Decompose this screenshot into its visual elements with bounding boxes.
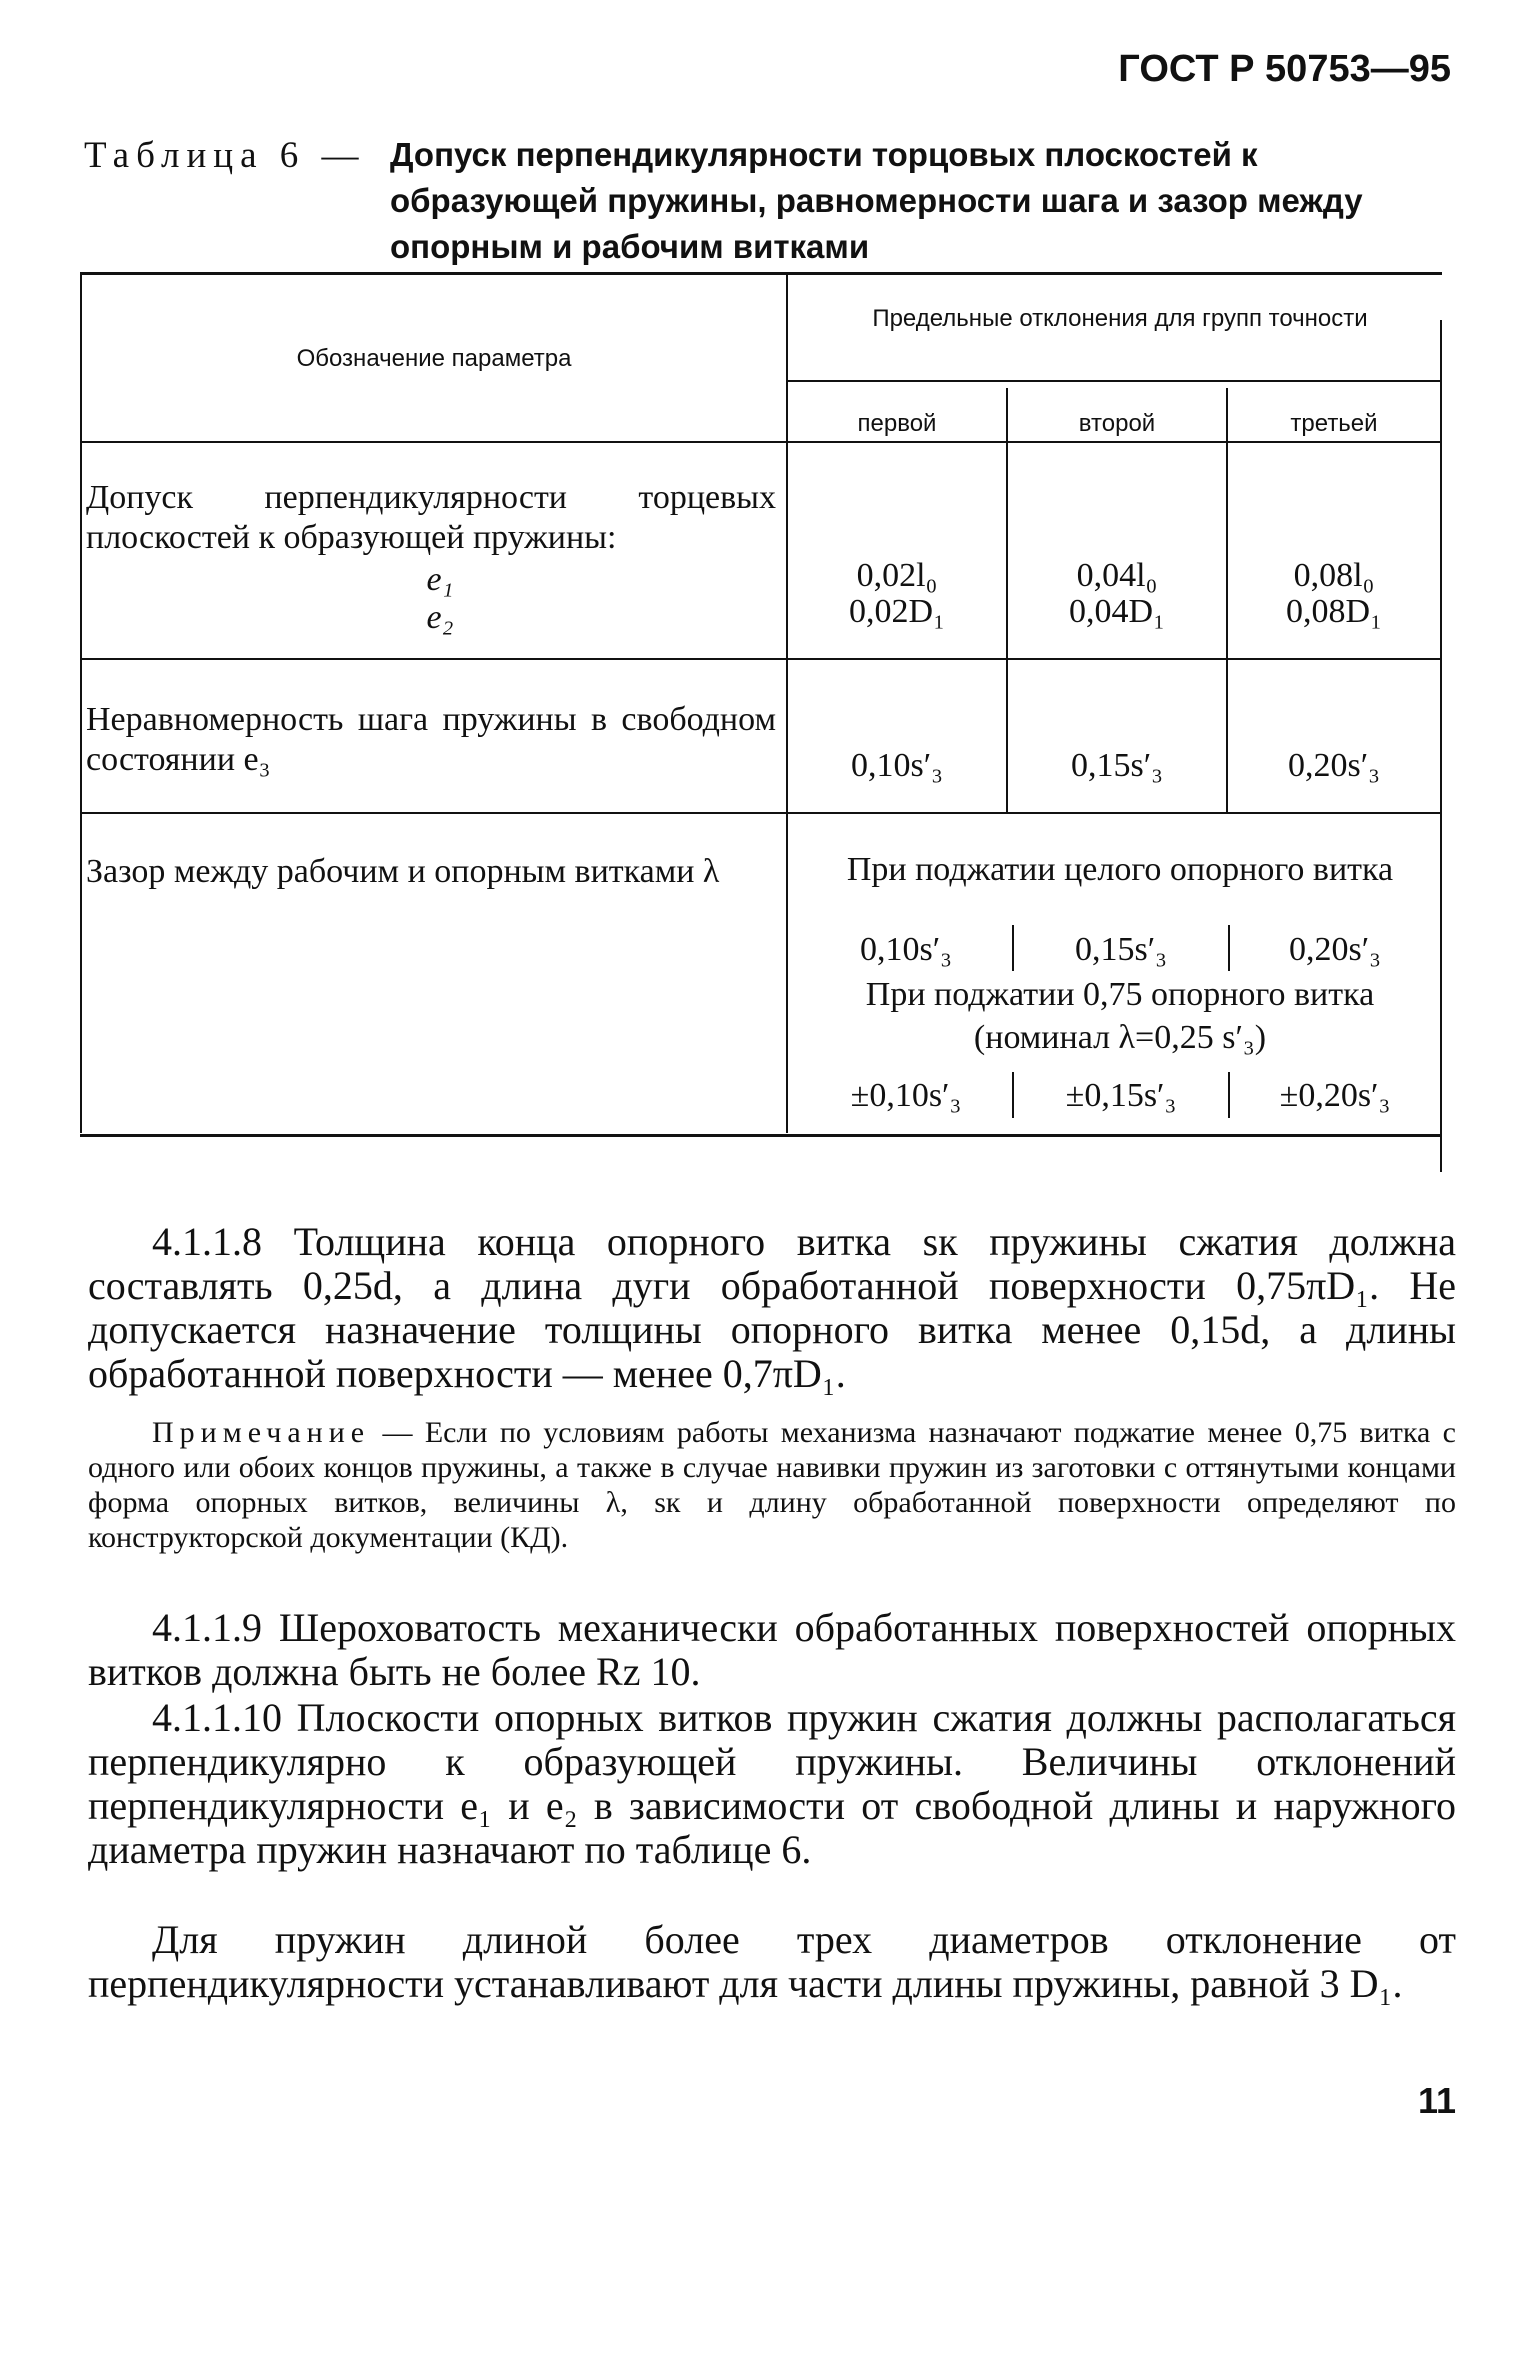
table-top-rule — [80, 272, 1442, 275]
header-bottom-rule — [80, 441, 1442, 443]
row1-second-d: 0,04D₁ — [1069, 593, 1165, 630]
row3-first-tolerance: ±0,10s′₃ — [850, 1077, 962, 1114]
group-header-second: второй — [1078, 410, 1156, 437]
document-code: ГОСТ Р 50753—95 — [1118, 48, 1451, 90]
table-bottom-rule — [80, 1134, 1442, 1137]
row3-first-value: 0,10s′₃ — [859, 931, 953, 968]
row3-second-tolerance: ±0,15s′₃ — [1065, 1077, 1177, 1114]
row2-parameter-text: Неравномерность шага пружины в свободном состоянии e₃ — [86, 701, 776, 778]
row3-third-tolerance: ±0,20s′₃ — [1279, 1077, 1391, 1114]
note-text: — Если по условиям работы механизма назначают поджатие менее 0,75 витка с одного или обоих концов пружины, а также в случае навивки пружин из заготовки с оттянутыми концами форма опорных витков, величины λ, sк и длину обработанной поверхности определяют по конструкторской документации (КД). — [88, 1416, 1456, 1554]
row2-third-value: 0,20s′₃ — [1287, 747, 1381, 784]
table-caption-label: Таблица 6 — — [84, 135, 366, 176]
paragraph-4-1-1-8: 4.1.1.8 Толщина конца опорного витка sк пружины сжатия должна составлять 0,25d, а длина дуги обработанной поверхности 0,75πD₁. Не допускается назначение толщины опорного витка менее 0,15d, а длины обработанной поверхности — менее 0,7πD₁. — [88, 1219, 1456, 1396]
column-header-limits: Предельные отклонения для групп точности — [872, 305, 1368, 332]
row1-third-d: 0,08D₁ — [1286, 593, 1382, 630]
row3-nominal: (номинал λ=0,25 s′₃) — [973, 1019, 1267, 1056]
row2-bottom-rule — [80, 812, 1442, 814]
group-header-third: третьей — [1290, 410, 1378, 437]
row1-first-l: 0,02l₀ — [856, 557, 938, 594]
row3-condition-full: При поджатии целого опорного витка — [846, 851, 1394, 888]
paragraph-long-springs: Для пружин длиной более трех диаметров отклонение от перпендикулярности устанавливают для части длины пружины, равной 3 D₁. — [88, 1917, 1456, 2006]
note-label: Примечание — [152, 1416, 371, 1449]
page-number: 11 — [1417, 2080, 1456, 2121]
row1-second-l: 0,04l₀ — [1076, 557, 1158, 594]
left-border — [80, 275, 82, 1133]
row1-bottom-rule — [80, 658, 1442, 660]
right-border — [1440, 320, 1442, 1172]
paragraph-4-1-1-10: 4.1.1.10 Плоскости опорных витков пружин сжатия должны располагаться перпендикулярно к образующей пружины. Величины отклонений перпендикулярности e₁ и e₂ в зависимости от свободной длины и наружного диаметра пружин назначают по таблице 6. — [88, 1695, 1456, 1872]
group-header-first: первой — [857, 410, 937, 437]
row3-third-value: 0,20s′₃ — [1288, 931, 1382, 968]
row3-parameter-text: Зазор между рабочим и опорным витками λ — [86, 853, 720, 890]
paragraph-4-1-1-9: 4.1.1.9 Шероховатость механически обработанных поверхностей опорных витков должна быть не более Rz 10. — [88, 1605, 1456, 1694]
row2-first-value: 0,10s′₃ — [850, 747, 944, 784]
row3-condition-partial: При поджатии 0,75 опорного витка — [865, 976, 1375, 1013]
note-block — [88, 1415, 1456, 1555]
row2-second-value: 0,15s′₃ — [1070, 747, 1164, 784]
row1-first-d: 0,02D₁ — [849, 593, 945, 630]
param-divider — [786, 275, 788, 1133]
column-header-parameter: Обозначение параметра — [296, 345, 572, 372]
row1-symbol-e2: e₂ — [426, 599, 454, 636]
row1-symbol-e1: e₁ — [426, 561, 454, 598]
row1-third-l: 0,08l₀ — [1293, 557, 1375, 594]
row1-parameter-text: Допуск перпендикулярности торцевых плоскостей к образующей пружины: — [86, 479, 776, 556]
table-caption-title: Допуск перпендикулярности торцовых плоскостей к образующей пружины, равномерности шага и зазор между опорным и рабочим витками — [390, 136, 1363, 265]
subheader-rule — [788, 380, 1442, 382]
row3-second-value: 0,15s′₃ — [1074, 931, 1168, 968]
